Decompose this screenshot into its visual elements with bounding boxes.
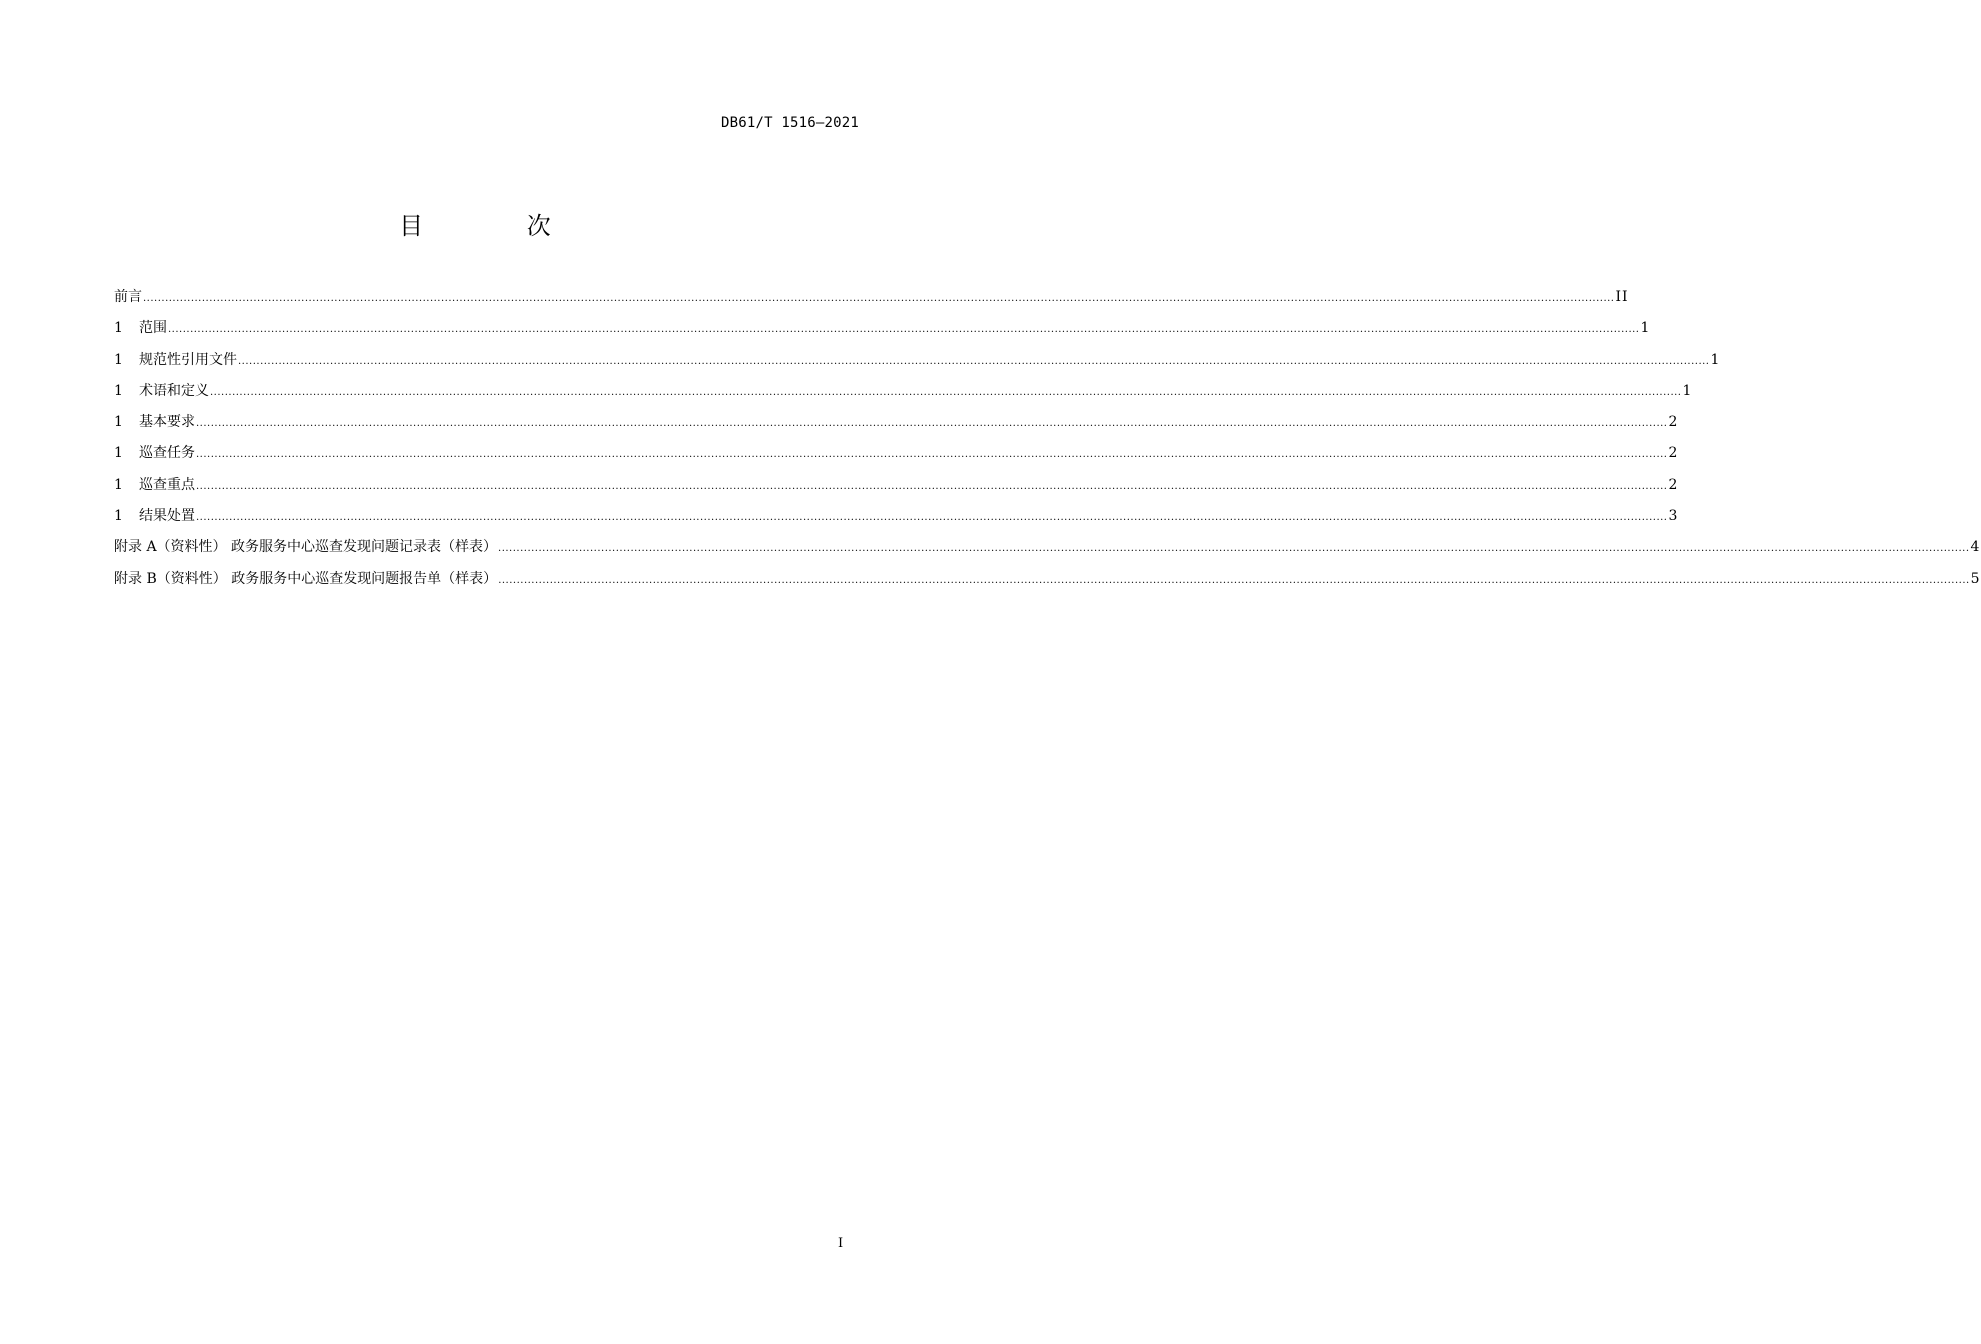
- document-code: DB61/T 1516—2021: [720, 115, 859, 131]
- toc-entry-normative-references[interactable]: [114, 349, 1721, 380]
- toc-entry-number: 1: [114, 476, 123, 493]
- toc-entry-number: 1: [114, 414, 123, 431]
- toc-entry-appendix-a[interactable]: [114, 536, 1981, 567]
- toc-entry-result-handling[interactable]: [114, 505, 1679, 536]
- toc-entry-number: 1: [114, 320, 123, 337]
- toc-entry-page: 2: [1668, 445, 1679, 462]
- toc-entry-label: 附录 A（资料性） 政务服务中心巡查发现问题记录表（样表）: [114, 539, 498, 556]
- page-number: I: [838, 1236, 844, 1251]
- toc-entry-label: 巡查任务: [139, 445, 195, 462]
- toc-entry-terms-definitions[interactable]: [114, 380, 1693, 411]
- toc-entry-inspection-tasks[interactable]: [114, 442, 1679, 473]
- toc-entry-inspection-focus[interactable]: [114, 474, 1679, 505]
- toc-leader-dots: ................................................................................................................................................................................................................................................................................................................................................................................................................: [168, 324, 1640, 336]
- toc-entry-label: 术语和定义: [139, 382, 209, 399]
- toc-entry-label: 前言: [114, 289, 142, 305]
- toc-entry-number: 1: [114, 508, 123, 525]
- toc-entry-page: 4: [1970, 539, 1981, 556]
- toc-leader-dots: ................................................................................................................................................................................................................................................................................................................................................................................................................: [498, 574, 1970, 586]
- toc-entry-number: 1: [114, 351, 123, 368]
- toc-leader-dots: ................................................................................................................................................................................................................................................................................................................................................................................................................: [143, 293, 1615, 304]
- toc-entry-scope[interactable]: [114, 317, 1651, 348]
- toc-leader-dots: ................................................................................................................................................................................................................................................................................................................................................................................................................: [196, 418, 1668, 430]
- toc-entry-page: 2: [1668, 414, 1679, 431]
- toc-entry-page: 1: [1682, 382, 1693, 399]
- toc-entry-basic-requirements[interactable]: [114, 411, 1679, 442]
- toc-leader-dots: ................................................................................................................................................................................................................................................................................................................................................................................................................: [210, 386, 1682, 398]
- toc-leader-dots: ................................................................................................................................................................................................................................................................................................................................................................................................................: [498, 543, 1970, 555]
- toc-entry-page: 1: [1640, 320, 1651, 337]
- toc-entry-page: II: [1615, 289, 1629, 305]
- toc-leader-dots: ................................................................................................................................................................................................................................................................................................................................................................................................................: [196, 512, 1668, 524]
- toc-entry-label: 基本要求: [139, 414, 195, 431]
- toc-entry-label: 结果处置: [139, 508, 195, 525]
- toc-entry-page: 3: [1668, 508, 1679, 525]
- toc-leader-dots: ................................................................................................................................................................................................................................................................................................................................................................................................................: [238, 355, 1710, 367]
- toc-entry-page: 5: [1970, 570, 1981, 587]
- toc-leader-dots: ................................................................................................................................................................................................................................................................................................................................................................................................................: [196, 480, 1668, 492]
- toc-entry-page: 1: [1710, 351, 1721, 368]
- toc-entry-page: 2: [1668, 476, 1679, 493]
- toc-entry-label: 规范性引用文件: [139, 351, 237, 368]
- toc-entry-label: 附录 B（资料性） 政务服务中心巡查发现问题报告单（样表）: [114, 570, 498, 587]
- toc-entry-appendix-b[interactable]: [114, 568, 1981, 599]
- toc-entry-label: 巡查重点: [139, 476, 195, 493]
- toc-leader-dots: ................................................................................................................................................................................................................................................................................................................................................................................................................: [196, 449, 1668, 461]
- toc-entry-foreword[interactable]: [114, 286, 1629, 317]
- toc-entry-label: 范围: [139, 320, 167, 337]
- toc-entry-number: 1: [114, 382, 123, 399]
- page-title: 目 次: [399, 212, 599, 240]
- toc-entry-number: 1: [114, 445, 123, 462]
- table-of-contents: [114, 286, 1981, 599]
